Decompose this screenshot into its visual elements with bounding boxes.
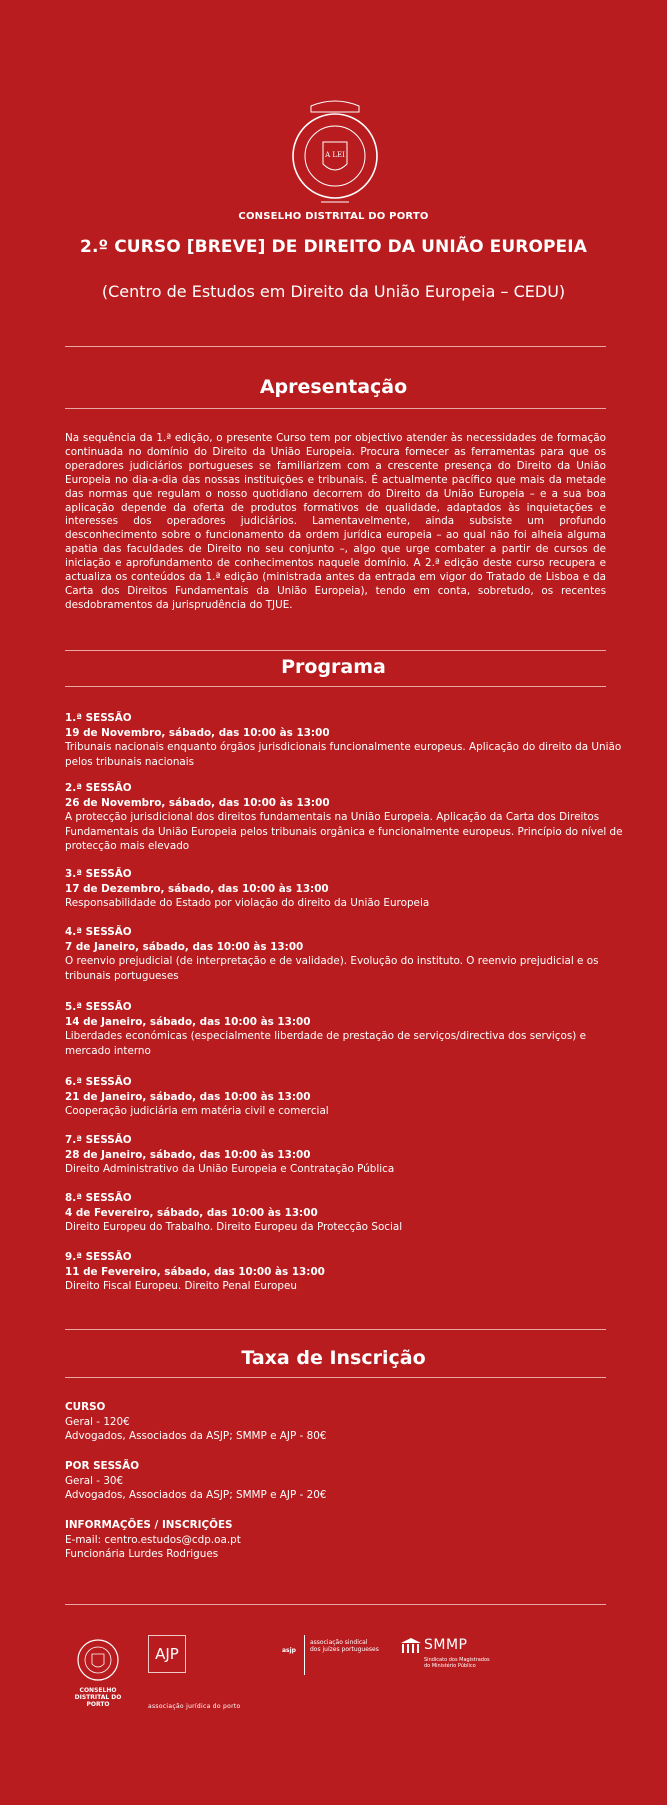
session-date: 4 de Fevereiro, sábado, das 10:00 às 13:00	[65, 1206, 318, 1219]
session-label: 1.ª SESSÃO	[65, 712, 132, 724]
session-date: 19 de Novembro, sábado, das 10:00 às 13:00	[65, 726, 330, 739]
partner-logos	[0, 1625, 667, 1735]
divider	[65, 1604, 606, 1605]
session-description: Direito Europeu do Trabalho. Direito Europeu da Protecção Social	[65, 1221, 403, 1234]
session-label: 7.ª SESSÃO	[65, 1134, 132, 1146]
section-heading-programa: Programa	[281, 656, 386, 678]
contact-person: Funcionária Lurdes Rodrigues	[65, 1548, 219, 1561]
asjp-mark: asjp	[282, 1647, 296, 1654]
smmp-caption	[424, 1657, 490, 1669]
cdp-logo	[63, 1635, 133, 1708]
smmp-mark: SMMP	[424, 1637, 468, 1653]
session-date: 17 de Dezembro, sábado, das 10:00 às 13:00	[65, 882, 329, 895]
divider	[65, 650, 606, 651]
fee-members: Advogados, Associados da ASJP; SMMP e AJP - 20€	[65, 1489, 327, 1502]
session-label: 6.ª SESSÃO	[65, 1076, 132, 1088]
session-date: 11 de Fevereiro, sábado, das 10:00 às 13:00	[65, 1265, 325, 1278]
session-label: 4.ª SESSÃO	[65, 926, 132, 938]
session-label: 3.ª SESSÃO	[65, 868, 132, 880]
seal-center-text: A LEI	[325, 151, 345, 159]
session-date: 14 de Janeiro, sábado, das 10:00 às 13:00	[65, 1015, 311, 1028]
session-item	[65, 1000, 625, 1058]
fee-label: POR SESSÃO	[65, 1460, 140, 1472]
divider	[65, 1377, 606, 1378]
session-label: 2.ª SESSÃO	[65, 782, 132, 794]
session-description: Liberdades económicas (especialmente liberdade de prestação de serviços/directiva dos serviços) e mercado interno	[65, 1030, 587, 1057]
ajp-logo	[148, 1635, 241, 1710]
session-description: Responsabilidade do Estado por violação do direito da União Europeia	[65, 897, 430, 910]
asjp-caption-line: dos juízes portugueses	[310, 1646, 379, 1653]
session-item	[65, 711, 625, 769]
session-item	[65, 1250, 625, 1294]
session-date: 7 de Janeiro, sábado, das 10:00 às 13:00	[65, 940, 304, 953]
contact-info	[65, 1518, 565, 1562]
contact-email[interactable]: E-mail: centro.estudos@cdp.oa.pt	[65, 1533, 241, 1546]
ajp-caption: associação jurídica do porto	[148, 1703, 241, 1710]
session-item	[65, 1133, 625, 1177]
session-label: 5.ª SESSÃO	[65, 1001, 132, 1013]
session-date: 26 de Novembro, sábado, das 10:00 às 13:00	[65, 796, 330, 809]
cdp-caption: CONSELHO DISTRITAL DO PORTO	[74, 1687, 122, 1708]
divider	[65, 408, 606, 409]
session-description: Direito Administrativo da União Europeia e Contratação Pública	[65, 1163, 395, 1176]
session-item	[65, 867, 625, 911]
divider	[65, 686, 606, 687]
ordem-advogados-seal-icon	[291, 98, 379, 214]
divider	[65, 346, 606, 347]
asjp-caption	[310, 1639, 379, 1653]
fee-session	[65, 1459, 565, 1503]
session-label: 8.ª SESSÃO	[65, 1192, 132, 1204]
fee-label: CURSO	[65, 1401, 106, 1413]
smmp-caption-line: Sindicato dos Magistrados	[424, 1657, 490, 1663]
ajp-mark: AJP	[148, 1635, 186, 1673]
session-item	[65, 925, 625, 983]
council-name: CONSELHO DISTRITAL DO PORTO	[238, 211, 429, 222]
fee-course	[65, 1400, 565, 1444]
presentation-text: Na sequência da 1.ª edição, o presente Curso tem por objectivo atender às necessidades de formação continuada no domínio do Direito da União Europeia. Procura fornecer as ferramentas para que os operadores judiciários portugueses se familiarizem com a crescente presença do Direito da União Europeia no dia-a-dia das nossas instituições e tribunais. É actualmente pacífico que mais da metade das normas que regulam o nosso quotidiano decorrem do Direito da União Europeia – e a sua boa aplicação depende da oferta de produtos formativos de qualidade, adaptados às inquietações e interesses dos operadores judiciários. Lamentavelmente, ainda subsiste um profundo desconhecimento sobre o funcionamento da ordem jurídica europeia – ao qual não foi alheia alguma apatia das faculdades de Direito no seu conjunto –, algo que urge combater a partir de cursos de iniciação e aprofundamento de conhecimentos naquele domínio. A 2.ª edição deste curso recupera e actualiza os conteúdos da 1.ª edição (ministrada antes da entrada em vigor do Tratado de Lisboa e da Carta dos Direitos Fundamentais da União Europeia), tendo em conta, sobretudo, os recentes desdobramentos da jurisprudência do TJUE.	[65, 432, 606, 611]
session-description: Tribunais nacionais enquanto órgãos jurisdicionais funcionalmente europeus. Aplicação do direito da União pelos tribunais nacionais	[65, 741, 622, 768]
fee-general: Geral - 30€	[65, 1474, 124, 1487]
smmp-building-icon	[400, 1637, 422, 1655]
smmp-caption-line: do Ministério Público	[424, 1663, 476, 1669]
session-description: Cooperação judiciária em matéria civil e comercial	[65, 1105, 329, 1118]
page-subtitle: (Centro de Estudos em Direito da União Europeia – CEDU)	[101, 282, 566, 301]
asjp-divider	[304, 1635, 305, 1675]
section-heading-apresentacao: Apresentação	[259, 376, 408, 398]
fee-general: Geral - 120€	[65, 1415, 130, 1428]
session-description: O reenvio prejudicial (de interpretação e de validade). Evolução do instituto. O reenvio prejudicial e os tribunais portugueses	[65, 955, 599, 982]
session-description: Direito Fiscal Europeu. Direito Penal Europeu	[65, 1280, 297, 1293]
section-heading-taxa: Taxa de Inscrição	[241, 1347, 426, 1369]
divider	[65, 1329, 606, 1330]
session-date: 21 de Janeiro, sábado, das 10:00 às 13:00	[65, 1090, 311, 1103]
session-label: 9.ª SESSÃO	[65, 1251, 132, 1263]
page-title: 2.º CURSO [BREVE] DE DIREITO DA UNIÃO EUROPEIA	[80, 237, 587, 257]
session-item	[65, 1191, 625, 1235]
fee-members: Advogados, Associados da ASJP; SMMP e AJP - 80€	[65, 1430, 327, 1443]
cdp-seal-icon	[76, 1635, 120, 1685]
session-description: A protecção jurisdicional dos direitos fundamentais na União Europeia. Aplicação da Carta dos Direitos Fundamentais da União Europeia pelos tribunais orgânica e funcionalmente europeus. Princípio do nível de protecção mais elevado	[65, 811, 623, 853]
contact-label: INFORMAÇÕES / INSCRIÇÕES	[65, 1519, 233, 1531]
session-item	[65, 1075, 625, 1119]
session-date: 28 de Janeiro, sábado, das 10:00 às 13:00	[65, 1148, 311, 1161]
asjp-caption-line: associação sindical	[310, 1639, 368, 1646]
session-item	[65, 781, 625, 854]
